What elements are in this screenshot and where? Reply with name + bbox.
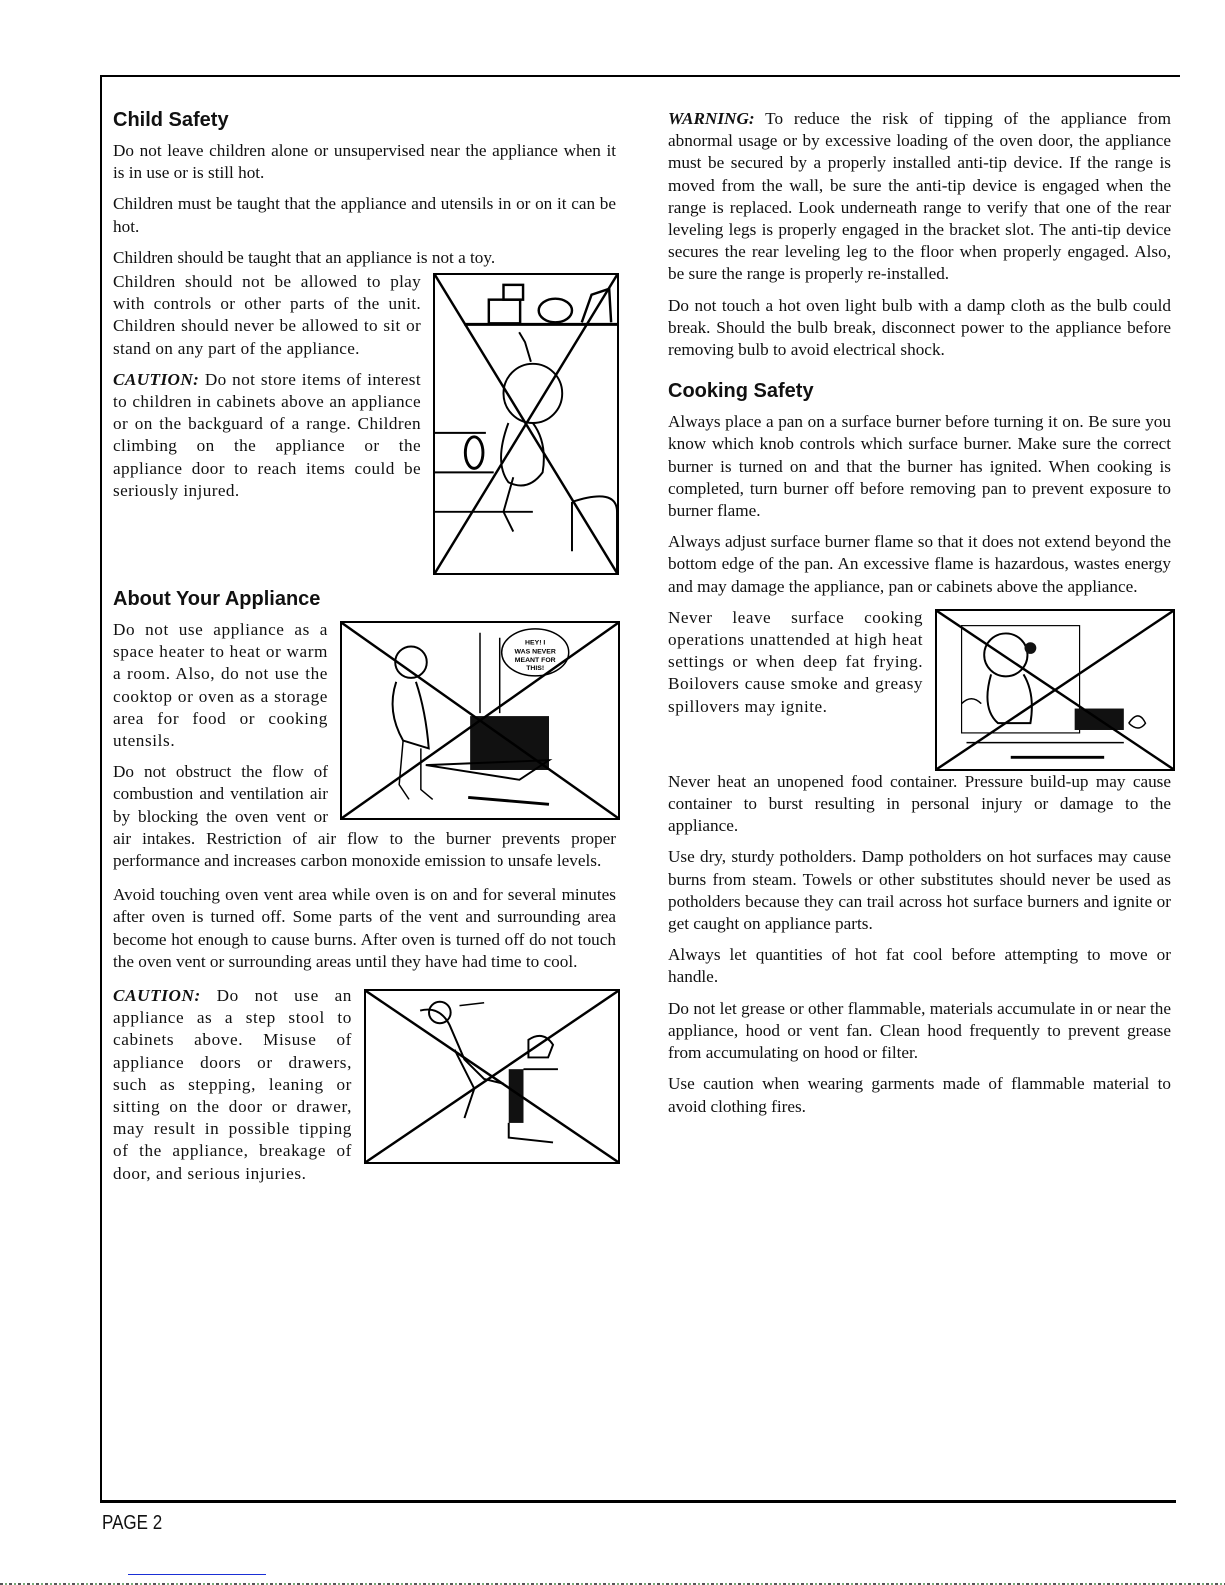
left-column: [113, 108, 616, 1194]
heading-cooking-safety: Cooking Safety: [668, 380, 814, 403]
link-underline: [128, 1574, 266, 1575]
svg-text:WAS NEVER: WAS NEVER: [514, 648, 556, 656]
child-safety-para-3: Children should be taught that an appliance is not a toy.: [113, 247, 496, 267]
page-frame-top-rule: [100, 75, 1180, 77]
warning-text: To reduce the risk of tipping of the appliance from abnormal usage or by excessive loading of the oven door, the appliance must be secured by a properly installed anti-tip device. If the range is moved from the wall, be sure the anti-tip device is engaged when the range is replaced. Look underneath range to verify that one of the rear leveling legs is properly engaged in the bracket slot. The anti-tip device secures the rear leveling leg to the floor when properly engaged. Also, be sure the range is properly re-installed.: [668, 109, 1171, 284]
cooking-safety-para-7: Do not let grease or other flammable, materials accumulate in or near the appliance, hood or vent fan. Clean hood frequently to prevent grease from accumulating on hood or filter.: [668, 998, 1171, 1063]
heading-child-safety: Child Safety: [113, 109, 229, 131]
person-on-oven-door-crossed-out-illustration: [364, 989, 620, 1164]
cooking-safety-para-5: Use dry, sturdy potholders. Damp potholders on hot surfaces may cause burns from steam. Towels or other substitutes should never be used as potholders because they can trail across hot surface burners and ignite or get caught on appliance parts.: [668, 847, 1171, 934]
about-appliance-para-2: Do not obstruct the flow of combustion and ventilation air by blocking the oven vent or air intakes. Restriction of air flow to the burner prevents proper performance and increases carbon monoxide emission to unsafe levels.: [113, 762, 616, 871]
person-on-phone-unattended-pan-crossed-out-illustration: [935, 609, 1175, 771]
child-safety-para-4: Children should not be allowed to play with controls or other parts of the unit. Children should never be allowed to sit or stand on any part of the appliance.: [113, 272, 421, 358]
right-column: [668, 108, 1171, 1127]
svg-text:THIS!: THIS!: [526, 665, 545, 673]
about-appliance-para-3: Avoid touching oven vent area while oven is on and for several minutes after oven is turned off. Some parts of the vent and surrounding area become hot enough to cause burns. After oven is turned off do not touch the oven vent or surrounding areas until they have had time to cool.: [113, 885, 616, 971]
heading-about-your-appliance: About Your Appliance: [113, 588, 321, 611]
page-number: PAGE 2: [102, 1512, 163, 1534]
child-safety-para-2: Children must be taught that the appliance and utensils in or on it can be hot.: [113, 194, 616, 236]
about-appliance-para-1: Do not use appliance as a space heater to heat or warm a room. Also, do not use the cooktop or oven as a storage area for food or cooking utensils.: [113, 620, 328, 751]
child-safety-para-1: Do not leave children alone or unsupervised near the appliance when it is in use or is still hot.: [113, 141, 616, 183]
caution-text: Do not use an appliance as a step stool to cabinets above. Misuse of appliance doors or drawers, such as stepping, leaning or sitting on the door or drawer, may result in possible tipping of the appliance, breakage of door, and serious injuries.: [113, 986, 352, 1183]
caution-label: CAUTION:: [113, 369, 200, 389]
bulb-warning-para: Do not touch a hot oven light bulb with a damp cloth as the bulb could break. Should the bulb break, disconnect power to the appliance before removing bulb to avoid electrical shock.: [668, 295, 1171, 360]
cooking-safety-para-6: Always let quantities of hot fat cool before attempting to move or handle.: [668, 945, 1171, 987]
oven-as-heater-crossed-out-illustration: [340, 621, 620, 820]
warning-anti-tip: [668, 108, 1171, 286]
warning-label: WARNING:: [668, 109, 755, 128]
page-frame-bottom-rule: [100, 1500, 1176, 1503]
caution-text: Do not store items of interest to children in cabinets above an appliance or on the backguard of a range. Children climbing on the appliance or the appliance door to reach items could be seriously injured.: [113, 369, 421, 500]
cooking-safety-para-4: Never heat an unopened food container. Pressure build-up may cause container to burst resulting in personal injury or damage to the appliance.: [668, 771, 1171, 836]
caution-label: CAUTION:: [113, 986, 201, 1006]
cooking-safety-para-3: Never leave surface cooking operations unattended at high heat settings or when deep fat frying. Boilovers cause smoke and greasy spillovers may ignite.: [668, 607, 923, 716]
page-frame-left-rule: [100, 75, 102, 1502]
cooking-safety-para-2: Always adjust surface burner flame so that it does not extend beyond the bottom edge of the pan. An excessive flame is hazardous, wastes energy and may damage the appliance, pan or cabinets above the appliance.: [668, 532, 1171, 596]
speech-balloon-text: HEY! I: [525, 639, 546, 647]
cooking-safety-para-8: Use caution when wearing garments made of flammable material to avoid clothing fires.: [668, 1074, 1171, 1116]
cooking-safety-para-1: Always place a pan on a surface burner before turning it on. Be sure you know which knob controls which surface burner. Make sure the correct burner is turned on and that the burner has ignited. When cooking is completed, turn burner off before removing pan to prevent exposure to burner flame.: [668, 412, 1171, 521]
child-climbing-crossed-out-illustration: [433, 273, 619, 575]
svg-text:MEANT FOR: MEANT FOR: [514, 657, 556, 665]
